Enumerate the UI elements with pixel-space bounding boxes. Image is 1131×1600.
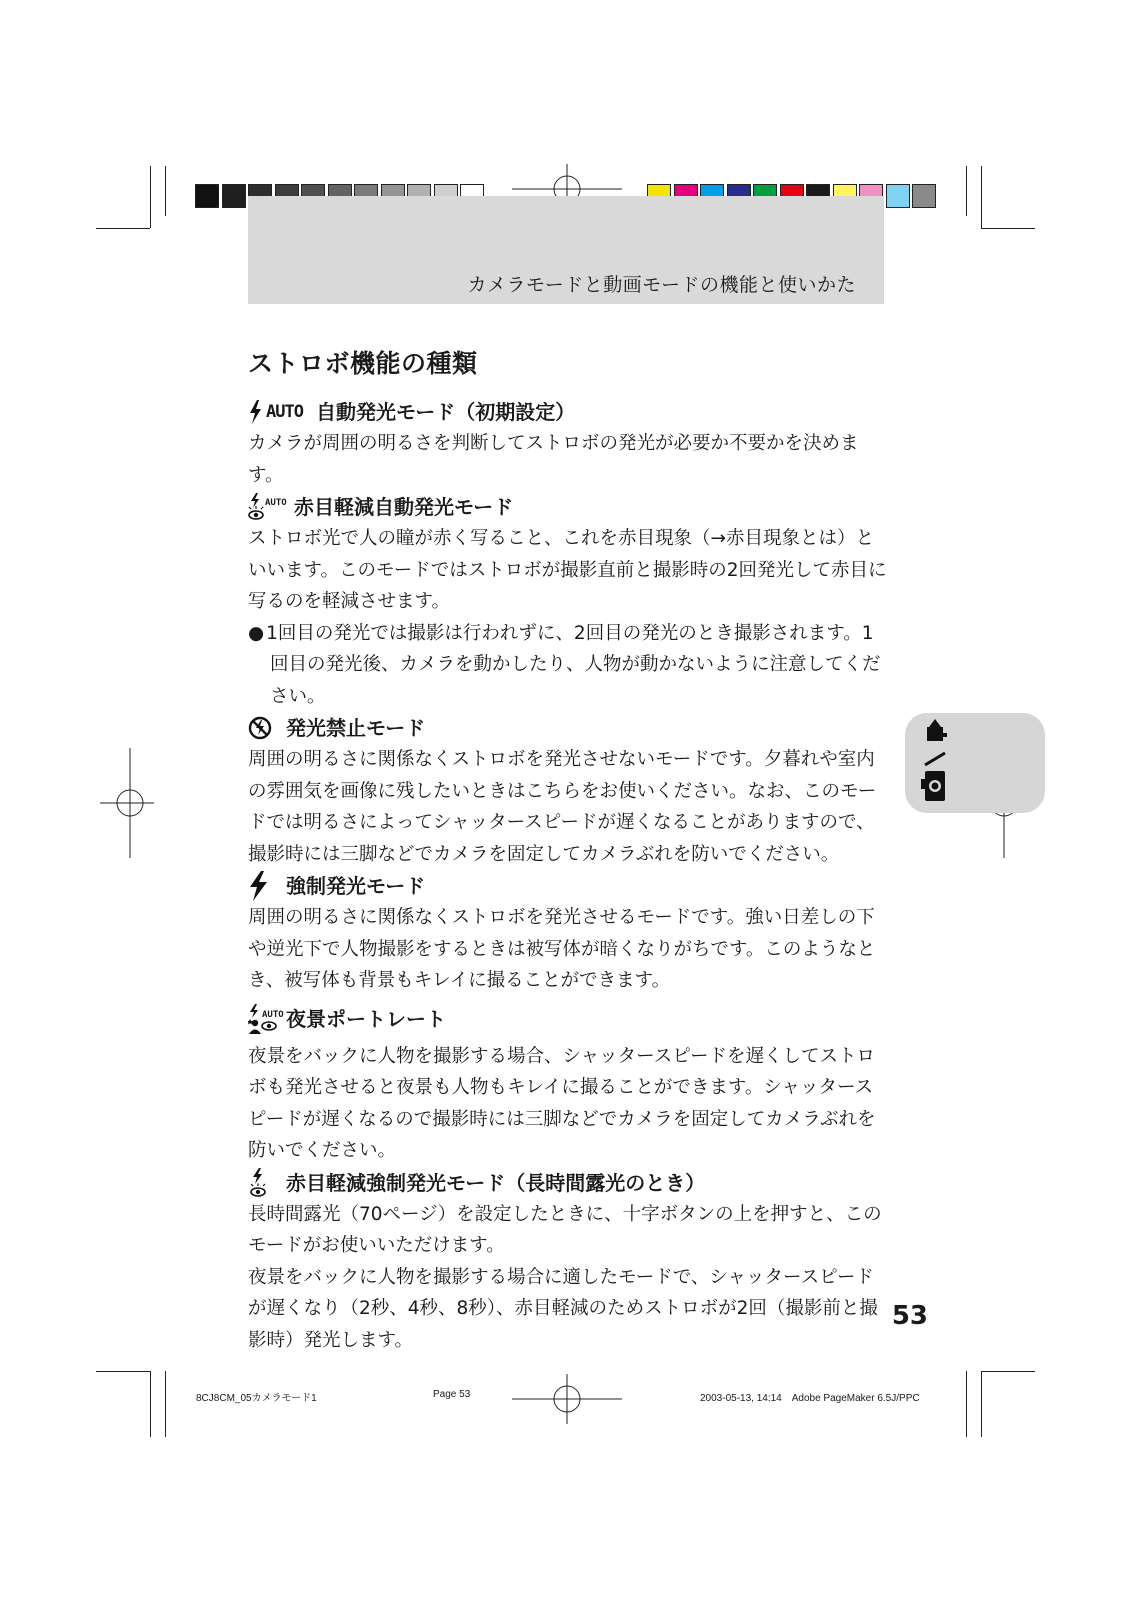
registration-mark-left — [100, 748, 154, 858]
color-swatch — [195, 184, 219, 208]
mode-heading-text: 自動発光モード（初期設定） — [316, 400, 576, 424]
flash-off-icon — [248, 712, 272, 744]
mode-heading — [248, 1003, 888, 1035]
mode-heading-text: 赤目軽減自動発光モード — [294, 495, 514, 519]
color-swatch — [886, 184, 910, 208]
mode-heading-text: 強制発光モード — [286, 874, 426, 898]
mode-description: ストロボ光で人の瞳が赤く写ること、これを赤目現象（→赤目現象とは）といいます。このモードではストロボが撮影直前と撮影時の2回発光して赤目に写るのを軽減させます。 — [248, 528, 887, 612]
mode-description: 周囲の明るさに関係なくストロボを発光させるモードです。強い日差しの下や逆光下で人物撮影をするときは被写体が暗くなりがちです。このようなとき、被写体も背景もキレイに撮ることができます。 — [248, 907, 876, 991]
mode-heading-text: 夜景ポートレート — [286, 1006, 446, 1031]
color-swatch — [222, 184, 246, 208]
mode-heading — [248, 1167, 888, 1199]
mode-heading — [248, 712, 888, 744]
footer-file-name: 8CJ8CM_05カメラモード1 — [196, 1393, 317, 1404]
section-title: ストロボ機能の種類 — [248, 349, 478, 378]
color-swatch — [912, 184, 936, 208]
mode-heading-text: 発光禁止モード — [286, 716, 426, 740]
page-number: 53 — [891, 1301, 928, 1331]
mode-heading — [248, 396, 888, 428]
mode-description: 長時間露光（70ページ）を設定したときに、十字ボタンの上を押すと、このモードがお使いいただけます。 — [248, 1203, 882, 1256]
footer-info: 2003-05-13, 14:14 Adobe PageMaker 6.5J/PPC — [700, 1393, 920, 1404]
mode-description: 周囲の明るさに関係なくストロボを発光させないモードです。夕暮れや室内の雰囲気を画像に残したいときはこちらをお使いください。なお、このモードでは明るさによってシャッタースピードが遅くなることがありますので、撮影時には三脚などでカメラを固定してカメラぶれを防いでください。 — [248, 749, 877, 865]
mode-heading — [248, 870, 888, 902]
chapter-header-band — [248, 196, 884, 304]
auto-mini-label: AUTO — [265, 498, 287, 508]
mode-heading-text: 赤目軽減強制発光モード（長時間露光のとき） — [286, 1170, 706, 1195]
mode-heading — [248, 491, 888, 523]
mode-description: 夜景をバックに人物を撮影する場合、シャッタースピードを遅くしてストロボも発光させると夜景も人物もキレイに撮ることができます。シャッタースピードが遅くなるので撮影時には三脚などでカメラを固定してカメラぶれを防いでください。 — [248, 1045, 876, 1161]
camera-video-mode-icon — [919, 719, 951, 809]
mode-description: 夜景をバックに人物を撮影する場合に適したモードで、シャッタースピードが遅くなり（2秒、4秒、8秒）、赤目軽減のためストロボが2回（撮影前と撮影時）発光します。 — [248, 1266, 878, 1351]
footer-page: Page 53 — [433, 1389, 471, 1400]
mode-description: カメラが周囲の明るさを判断してストロボの発光が必要か不要かを決めます。 — [248, 433, 859, 486]
registration-mark-bottom — [512, 1374, 622, 1424]
chapter-title: カメラモードと動画モードの機能と使いかた — [467, 274, 856, 296]
chapter-side-tab — [905, 713, 1045, 813]
red-eye-forced-flash-icon — [248, 1167, 268, 1199]
main-content — [248, 396, 888, 1356]
note-bullet: ● 1回目の発光では撮影は行われずに、2回目の発光のとき撮影されます。1回目の発光後、カメラを動かしたり、人物が動かないように注意してください。 — [248, 622, 881, 707]
flash-auto-icon: AUTO — [248, 396, 303, 428]
forced-flash-icon — [248, 870, 268, 902]
auto-mini-label: AUTO — [262, 1009, 284, 1020]
